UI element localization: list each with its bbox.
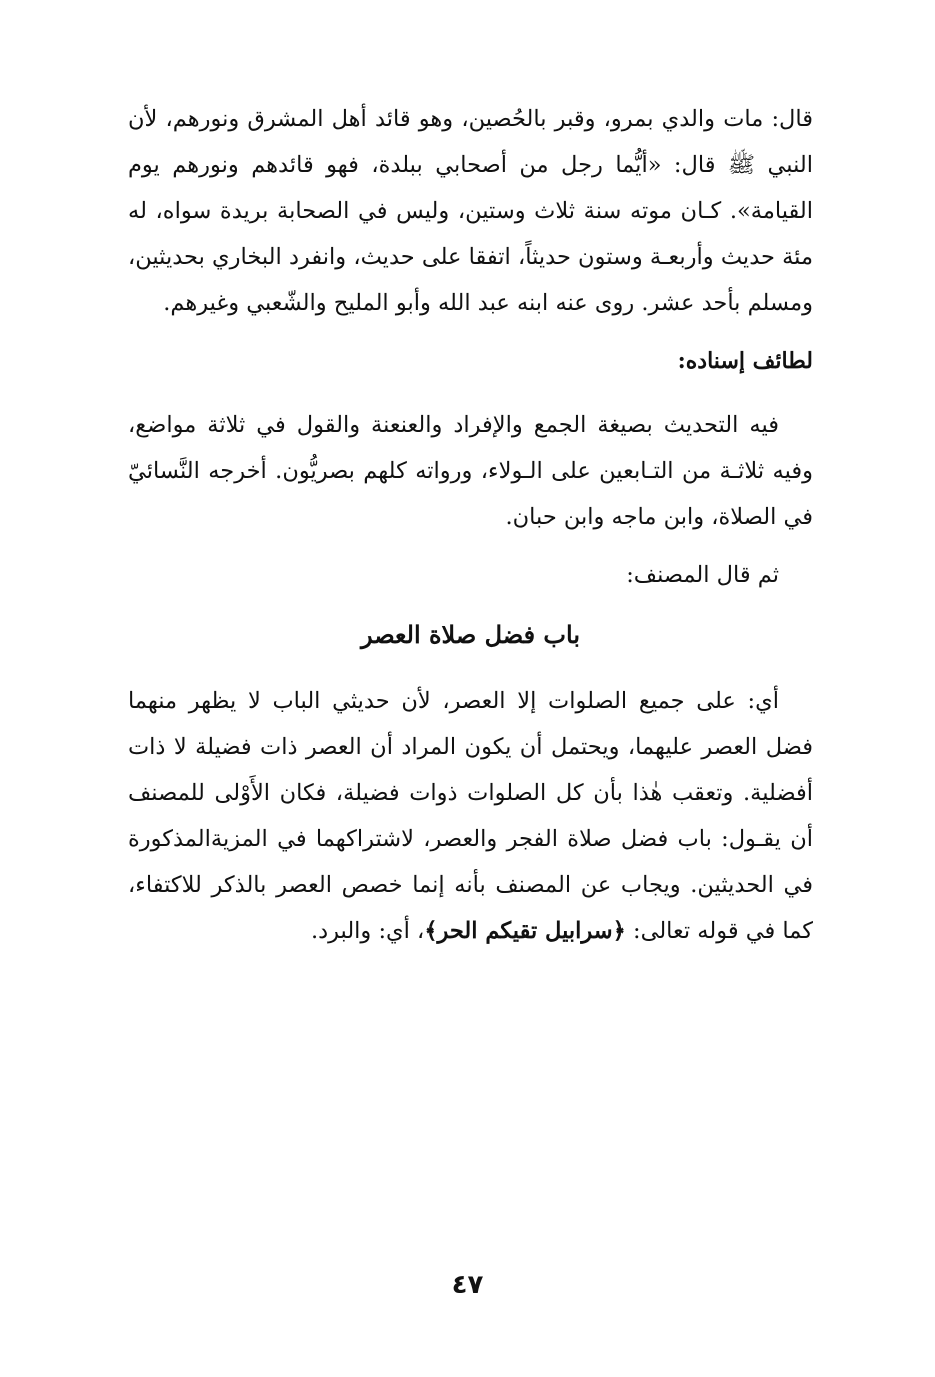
document-page (128, 96, 813, 954)
quran-quote: ﴿سرابيل تقيكم الحر﴾ (424, 918, 626, 944)
isnad-subheading: لطائف إسناده: (677, 348, 813, 374)
narrator-biography-paragraph: قال: مات والدي بمرو، وقبر بالحُصين، وهو قائد أهل المشرق ونورهم، لأن النبي ﷺ قال: «أيُّما رجل من أصحابي ببلدة، فهو قائدهم ونورهم يوم القيامة». كـان موته سنة ثلاث وستين، وليس في الصحابة بريدة سواه، له مئة حديث وأربعـة وستون حديثاً، اتفقا على حديث، وانفرد البخاري بحديثين، ومسلم بأحد عشر. روى عنه ابنه عبد الله وأبو المليح والشّعبي وغيرهم. (128, 106, 813, 316)
page-number: ٤٧ (451, 1270, 484, 1300)
chapter-title: باب فضل صلاة العصر (361, 620, 580, 649)
commentary-text-part2: ، أي: والبرد. (310, 918, 425, 944)
commentary-text-part1: أي: على جميع الصلوات إلا العصر، لأن حديثي الباب لا يظهر منهما فضل العصر عليهما، ويحتمل أن يكون المراد أن العصر ذات فضيلة لا ذات أفضلية. وتعقب هٰذا بأن كل الصلوات ذوات فضيلة، فكان الأَوْلى للمصنف أن يقـول: باب فضل صلاة الفجر والعصر، لاشتراكهما في المزيةالمذكورة في الحديثين. ويجاب عن المصنف بأنه إنما خصص العصر بالذكر للاكتفاء، كما في قوله تعالى: (128, 688, 813, 944)
isnad-paragraph: فيه التحديث بصيغة الجمع والإفراد والعنعنة والقول في ثلاثة مواضع، وفيه ثلاثـة من التـابعين على الـولاء، ورواته كلهم بصريُّون. أخرجه النَّسائيّ في الصلاة، وابن ماجه وابن حبان. (128, 412, 813, 530)
author-said-line: ثم قال المصنف: (626, 562, 779, 588)
chapter-commentary-paragraph (128, 678, 813, 954)
